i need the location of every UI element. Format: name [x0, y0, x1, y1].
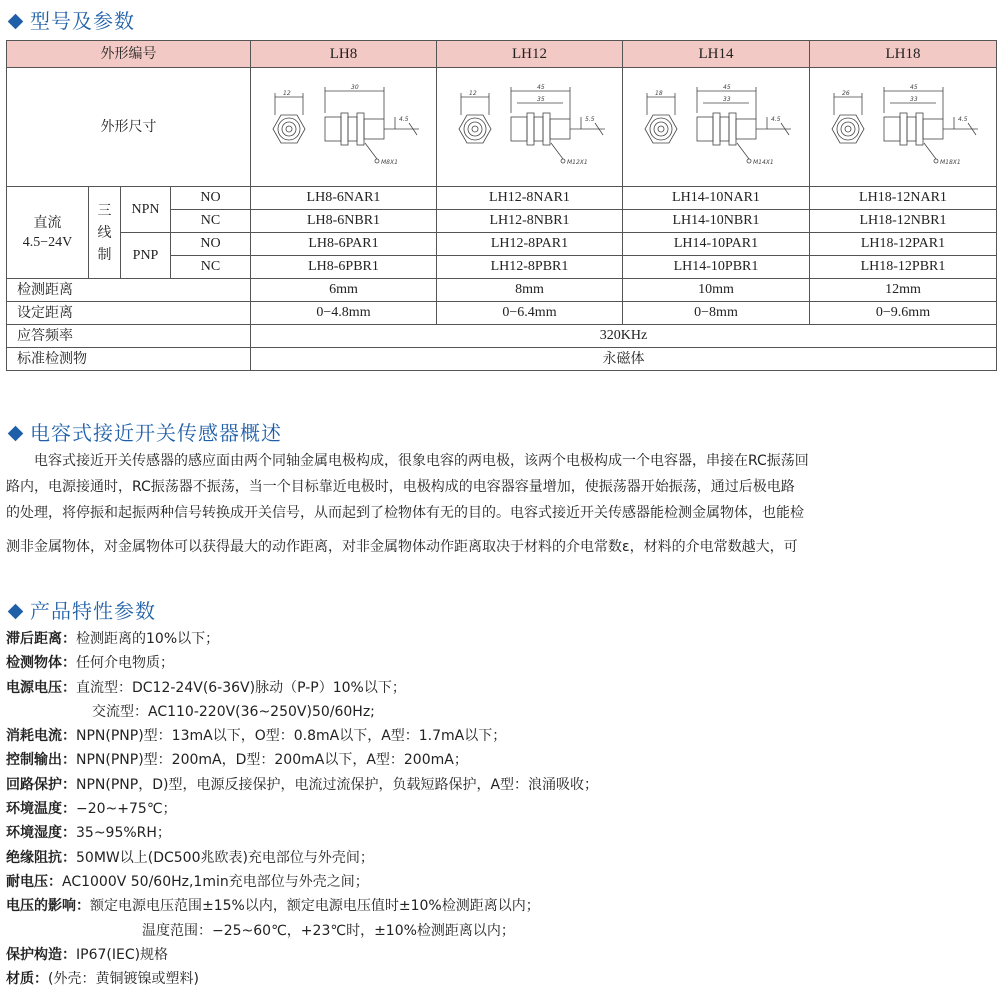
- feature-label: 保护构造：: [6, 946, 76, 963]
- feature-item: [6, 919, 598, 943]
- feature-label: 回路保护：: [6, 776, 76, 793]
- feature-value: 检测距离的10%以下；: [76, 631, 220, 647]
- pnp-label: PNP: [121, 233, 171, 279]
- nc-label: NC: [171, 256, 251, 279]
- sensor-drawing-lh8: [259, 77, 429, 177]
- model-header: LH18: [810, 41, 997, 68]
- feature-value: NPN(PNP)型：200mA，D型：200mA以下，A型：200mA；: [76, 752, 468, 769]
- sensor-face-core: [845, 126, 851, 132]
- leader-line: [551, 143, 563, 159]
- overview-line: 路内，电源接通时，RC振荡器不振荡，当一个目标靠近电极时，电极构成的电容器容量增加，使振荡器开始振荡，通过后极电路: [6, 479, 795, 495]
- section-title-text: 产品特性参数: [30, 599, 156, 623]
- sensor-tail: [736, 119, 756, 139]
- sensor-tail: [550, 119, 570, 139]
- model-cell: LH8-6NAR1: [251, 187, 437, 210]
- dimension-label: 26: [842, 90, 850, 97]
- feature-label: 控制输出：: [6, 752, 76, 769]
- feature-label: 绝缘阻抗：: [6, 849, 76, 866]
- feature-label: 滞后距离：: [6, 631, 76, 647]
- overview-paragraph: [6, 448, 994, 560]
- sensor-drawing-lh12: [445, 77, 615, 177]
- sensor-face-outer: [278, 118, 300, 140]
- dimension-label: 33: [723, 96, 731, 103]
- dimension-label: 外形尺寸: [7, 68, 251, 187]
- frequency-row: [7, 325, 997, 348]
- dimension-label: 45: [723, 84, 731, 91]
- model-header: LH12: [437, 41, 623, 68]
- feature-label: 电压的影响：: [6, 898, 90, 915]
- leader-line: [737, 143, 749, 159]
- feature-item: [6, 651, 598, 675]
- set-value: 0−6.4mm: [437, 302, 623, 325]
- frequency-label: 应答频率: [7, 325, 251, 348]
- sensor-body: [907, 117, 916, 141]
- standard-object-row: [7, 348, 997, 371]
- section-title-features: [6, 598, 156, 624]
- set-value: 0−8mm: [623, 302, 810, 325]
- leader-line: [924, 143, 936, 159]
- header-label: 外形编号: [7, 41, 251, 68]
- feature-value: (外壳：黄铜镀镍或塑料): [48, 971, 199, 988]
- voltage-label: 4.5−24V: [22, 234, 73, 250]
- dimension-label: 4.5: [771, 116, 781, 123]
- feature-value: AC1000V 50/60Hz,1min充电部位与外壳之间；: [62, 873, 369, 890]
- feature-value: NPN(PNP，D)型，电源反接保护，电流过流保护，负载短路保护，A型：浪涌吸收；: [76, 776, 599, 793]
- feature-value: 温度范围：−25~60℃，+23℃时，±10%检测距离以内；: [142, 922, 515, 939]
- set-value: 0−9.6mm: [810, 302, 997, 325]
- dc-label: 直流: [33, 214, 62, 231]
- sensor-ring: [341, 113, 348, 145]
- dimension-label: 12: [282, 90, 291, 97]
- dimension-drawing: [623, 68, 810, 187]
- thread-marker: [934, 159, 938, 163]
- model-cell: LH12-8NBR1: [437, 210, 623, 233]
- sensor-ring: [527, 113, 534, 145]
- dimension-label: 4.5: [958, 116, 968, 123]
- set-value: 0−4.8mm: [251, 302, 437, 325]
- npn-label: NPN: [121, 187, 171, 233]
- dimension-label: 33: [910, 96, 918, 103]
- detect-value: 8mm: [437, 279, 623, 302]
- sensor-nut: [543, 113, 550, 145]
- model-header: LH8: [251, 41, 437, 68]
- thread-label: M18X1: [940, 159, 961, 166]
- dimension-label: 4.5: [398, 116, 409, 123]
- sensor-face-inner: [282, 122, 296, 136]
- feature-label: 材质：: [6, 971, 48, 988]
- model-cell: LH12-8PAR1: [437, 233, 623, 256]
- sensor-ring: [900, 113, 907, 145]
- dimension-drawing: [810, 68, 997, 187]
- sensor-drawing-lh18: [818, 77, 988, 177]
- sensor-face-core: [286, 126, 292, 132]
- model-cell: LH12-8NAR1: [437, 187, 623, 210]
- feature-item: [6, 943, 598, 967]
- feature-label: 检测物体：: [6, 655, 76, 672]
- sensor-face-core: [472, 126, 478, 132]
- sensor-body: [720, 117, 729, 141]
- feature-value: 任何介电物质；: [76, 655, 174, 672]
- wire-char: 三: [97, 202, 112, 219]
- dimension-drawing: [251, 68, 437, 187]
- set-distance-row: [7, 302, 997, 325]
- diamond-icon: [8, 426, 24, 442]
- sensor-face-inner: [841, 122, 855, 136]
- model-header: LH14: [623, 41, 810, 68]
- feature-item: [6, 846, 598, 870]
- thread-marker: [375, 159, 379, 163]
- section-title-text: 电容式接近开关传感器概述: [30, 421, 282, 445]
- table-row: [7, 233, 997, 256]
- sensor-face-outer: [464, 118, 486, 140]
- wire-char: 线: [97, 224, 112, 241]
- sensor-head: [325, 117, 341, 141]
- model-cell: LH8-6PBR1: [251, 256, 437, 279]
- table-header-row: [7, 41, 997, 68]
- dimension-label: 35: [536, 96, 545, 103]
- detect-value: 6mm: [251, 279, 437, 302]
- model-cell: LH18-12PAR1: [810, 233, 997, 256]
- feature-value: NPN(PNP)型：13mA以下，O型：0.8mA以下，A型：1.7mA以下；: [76, 728, 507, 745]
- thread-label: M14X1: [753, 159, 774, 166]
- sensor-head: [511, 117, 527, 141]
- model-cell: LH14-10NBR1: [623, 210, 810, 233]
- model-cell: LH14-10PAR1: [623, 233, 810, 256]
- feature-value: 50MW以上(DC500兆欧表)充电部位与外壳间；: [76, 849, 374, 866]
- sensor-tail: [364, 119, 384, 139]
- model-cell: LH8-6PAR1: [251, 233, 437, 256]
- feature-label: 环境温度：: [6, 801, 76, 818]
- sensor-drawing-lh14: [631, 77, 801, 177]
- detect-distance-row: [7, 279, 997, 302]
- feature-value: IP67(IEC)规格: [76, 946, 169, 963]
- model-cell: LH12-8PBR1: [437, 256, 623, 279]
- feature-item: [6, 700, 598, 724]
- feature-value: −20~+75℃；: [76, 801, 177, 818]
- dimension-row: [7, 68, 997, 187]
- feature-label: 消耗电流：: [6, 728, 76, 745]
- no-label: NO: [171, 187, 251, 210]
- sensor-nut: [916, 113, 923, 145]
- model-cell: LH18-12NAR1: [810, 187, 997, 210]
- dimension-label: 30: [350, 84, 359, 91]
- dc-voltage-cell: [7, 187, 89, 279]
- sensor-head: [697, 117, 713, 141]
- sensor-face-outer: [837, 118, 859, 140]
- sensor-face-inner: [654, 122, 668, 136]
- diamond-icon: [8, 604, 24, 620]
- thread-label: M8X1: [380, 159, 398, 166]
- feature-list: [6, 627, 598, 991]
- overview-line: 的处理，将停振和起振两种信号转换成开关信号，从而起到了检物体有无的目的。电容式接近开关传感器能检测金属物体，也能检: [6, 505, 804, 521]
- feature-label: 环境湿度：: [6, 825, 76, 842]
- dimension-drawing: [437, 68, 623, 187]
- sensor-body: [348, 117, 357, 141]
- model-cell: LH18-12PBR1: [810, 256, 997, 279]
- feature-item: [6, 967, 598, 991]
- nc-label: NC: [171, 210, 251, 233]
- feature-value: 额定电源电压范围±15%以内，额定电源电压值时±10%检测距离以内；: [90, 898, 540, 915]
- feature-label: 电源电压：: [6, 679, 76, 696]
- dimension-label: 45: [536, 84, 545, 91]
- sensor-nut: [729, 113, 736, 145]
- sensor-tail: [923, 119, 943, 139]
- model-cell: LH14-10NAR1: [623, 187, 810, 210]
- standard-object-value: 永磁体: [251, 348, 997, 371]
- frequency-value: 320KHz: [251, 325, 997, 348]
- feature-item: [6, 627, 598, 651]
- feature-item: [6, 748, 598, 772]
- wire-cell: [89, 187, 121, 279]
- feature-item: [6, 676, 598, 700]
- feature-item: [6, 870, 598, 894]
- section-title-models: [6, 8, 135, 34]
- section-title-text: 型号及参数: [30, 9, 135, 33]
- detect-value: 10mm: [623, 279, 810, 302]
- thread-label: M12X1: [566, 159, 588, 166]
- sensor-face-outer: [650, 118, 672, 140]
- model-cell: LH18-12NBR1: [810, 210, 997, 233]
- feature-item: [6, 773, 598, 797]
- sensor-body: [534, 117, 543, 141]
- model-cell: LH8-6NBR1: [251, 210, 437, 233]
- section-title-overview: [6, 420, 282, 446]
- feature-item: [6, 894, 598, 918]
- feature-item: [6, 724, 598, 748]
- sensor-face-inner: [468, 122, 482, 136]
- sensor-nut: [357, 113, 364, 145]
- dimension-label: 12: [468, 90, 477, 97]
- dimension-label: 45: [910, 84, 918, 91]
- overview-line: 电容式接近开关传感器的感应面由两个同轴金属电极构成，很象电容的两电极，该两个电极构成一个电容器，串接在RC振荡回: [34, 453, 809, 469]
- no-label: NO: [171, 233, 251, 256]
- leader-line: [365, 143, 377, 159]
- sensor-head: [884, 117, 900, 141]
- detect-distance-label: 检测距离: [7, 279, 251, 302]
- sensor-ring: [713, 113, 720, 145]
- table-row: [7, 187, 997, 210]
- feature-label: 耐电压：: [6, 873, 62, 890]
- wire-char: 制: [97, 246, 112, 263]
- dimension-label: 5.5: [584, 116, 595, 123]
- feature-value: 直流型：DC12-24V(6-36V)脉动（P-P）10%以下；: [76, 679, 406, 696]
- diamond-icon: [8, 14, 24, 30]
- dimension-label: 18: [655, 90, 663, 97]
- overview-line: 测非金属物体，对金属物体可以获得最大的动作距离，对非金属物体动作距离取决于材料的介电常数ε，材料的介电常数越大，可: [6, 539, 798, 555]
- sensor-face-core: [658, 126, 664, 132]
- thread-marker: [561, 159, 565, 163]
- standard-object-label: 标准检测物: [7, 348, 251, 371]
- detect-value: 12mm: [810, 279, 997, 302]
- model-cell: LH14-10PBR1: [623, 256, 810, 279]
- set-distance-label: 设定距离: [7, 302, 251, 325]
- feature-item: [6, 821, 598, 845]
- feature-item: [6, 797, 598, 821]
- feature-value: 35~95%RH；: [76, 825, 171, 842]
- thread-marker: [747, 159, 751, 163]
- spec-table: [6, 40, 997, 371]
- feature-value: 交流型：AC110-220V(36~250V)50/60Hz;: [92, 703, 375, 720]
